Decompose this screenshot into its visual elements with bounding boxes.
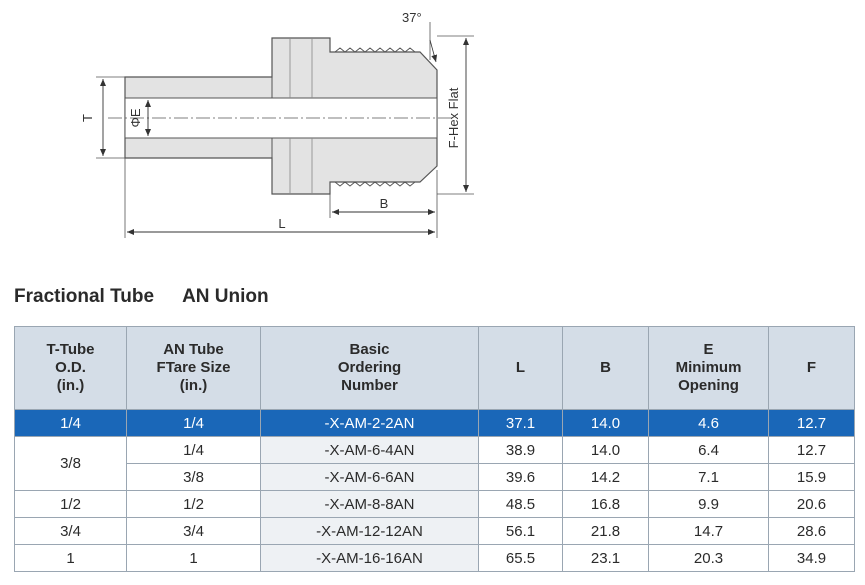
e-label: ΦE xyxy=(128,108,143,128)
cell-an-size: 1/4 xyxy=(127,410,261,437)
table-row xyxy=(15,518,855,545)
cell-e: 20.3 xyxy=(649,545,769,572)
header-an-tube: AN Tube FTare Size (in.) xyxy=(127,327,261,410)
cell-ordering-number: -X-AM-6-4AN xyxy=(261,437,479,464)
table-row xyxy=(15,410,855,437)
heading-part1: Fractional Tube xyxy=(14,286,155,307)
cell-b: 14.2 xyxy=(563,464,649,491)
cell-an-size: 1/4 xyxy=(127,437,261,464)
angle-label: 37° xyxy=(402,10,422,25)
table-row xyxy=(15,464,855,491)
cell-l: 48.5 xyxy=(479,491,563,518)
cell-ordering-number: -X-AM-2-2AN xyxy=(261,410,479,437)
cell-ordering-number: -X-AM-12-12AN xyxy=(261,518,479,545)
cell-an-size: 1 xyxy=(127,545,261,572)
cell-l: 37.1 xyxy=(479,410,563,437)
cell-an-size: 3/4 xyxy=(127,518,261,545)
cell-tube-od: 1 xyxy=(15,545,127,572)
cell-b: 14.0 xyxy=(563,437,649,464)
cell-an-size: 1/2 xyxy=(127,491,261,518)
cell-e: 7.1 xyxy=(649,464,769,491)
header-l: L xyxy=(479,327,563,410)
cell-e: 4.6 xyxy=(649,410,769,437)
cell-ordering-number: -X-AM-16-16AN xyxy=(261,545,479,572)
cell-b: 23.1 xyxy=(563,545,649,572)
cell-f: 20.6 xyxy=(769,491,855,518)
section-heading xyxy=(14,286,269,308)
cell-b: 21.8 xyxy=(563,518,649,545)
cell-tube-od: 1/4 xyxy=(15,410,127,437)
header-e: E Minimum Opening xyxy=(649,327,769,410)
table-row xyxy=(15,437,855,464)
header-tube-od: T-Tube O.D. (in.) xyxy=(15,327,127,410)
table-row xyxy=(15,491,855,518)
cell-ordering-number: -X-AM-8-8AN xyxy=(261,491,479,518)
cell-f: 34.9 xyxy=(769,545,855,572)
cell-l: 65.5 xyxy=(479,545,563,572)
cell-ordering-number: -X-AM-6-6AN xyxy=(261,464,479,491)
cell-an-size: 3/8 xyxy=(127,464,261,491)
cell-f: 12.7 xyxy=(769,437,855,464)
cell-b: 14.0 xyxy=(563,410,649,437)
cell-b: 16.8 xyxy=(563,491,649,518)
cell-f: 28.6 xyxy=(769,518,855,545)
cell-e: 6.4 xyxy=(649,437,769,464)
cell-tube-od: 3/8 xyxy=(15,437,127,491)
t-dimension xyxy=(96,77,125,158)
header-f: F xyxy=(769,327,855,410)
fitting-diagram xyxy=(0,0,865,270)
cell-l: 39.6 xyxy=(479,464,563,491)
cell-l: 56.1 xyxy=(479,518,563,545)
heading-part2: AN Union xyxy=(182,286,269,307)
cell-e: 14.7 xyxy=(649,518,769,545)
t-label: T xyxy=(80,114,95,122)
angle-callout xyxy=(430,22,436,62)
cell-tube-od: 3/4 xyxy=(15,518,127,545)
cell-tube-od: 1/2 xyxy=(15,491,127,518)
f-label: F-Hex Flat xyxy=(446,87,461,149)
table-row xyxy=(15,545,855,572)
spec-table xyxy=(14,326,855,572)
header-b: B xyxy=(563,327,649,410)
header-row xyxy=(15,327,855,410)
cell-f: 12.7 xyxy=(769,410,855,437)
cell-l: 38.9 xyxy=(479,437,563,464)
cell-f: 15.9 xyxy=(769,464,855,491)
cell-e: 9.9 xyxy=(649,491,769,518)
header-ordering-number: Basic Ordering Number xyxy=(261,327,479,410)
fitting-body xyxy=(125,38,437,194)
b-label: B xyxy=(379,196,389,211)
l-label: L xyxy=(278,216,286,231)
